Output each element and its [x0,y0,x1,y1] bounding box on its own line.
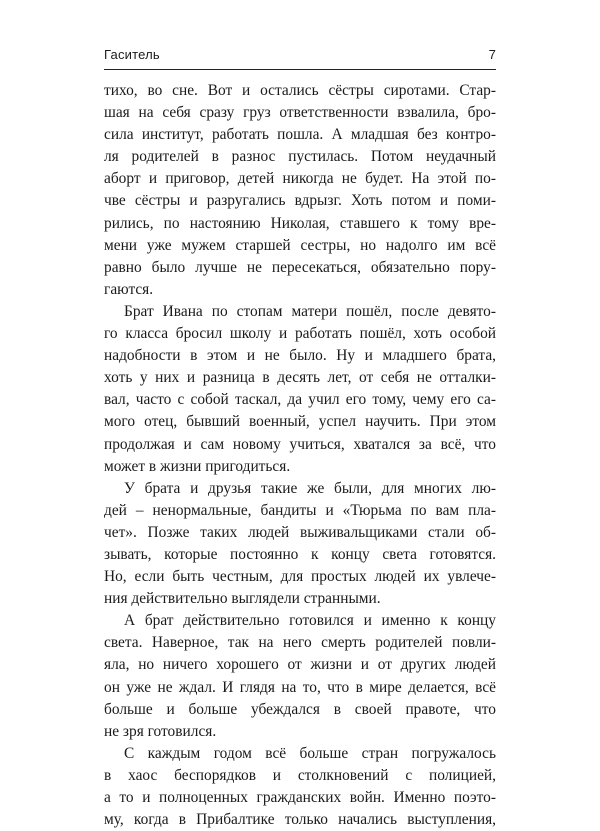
text-line: дей – ненормальные, бандиты и «Тюрьма по вам пла- [104,501,496,519]
text-line: гаются. [104,280,154,298]
text-line: яла, но ничего хорошего от жизни и от других людей [104,656,496,674]
paragraph [104,478,496,611]
text-line: У брата и друзья такие же были, для многих лю- [124,479,496,497]
text-line: не зря готовился. [104,722,217,740]
text-line: тихо, во сне. Вот и остались сёстры сиротами. Стар- [104,82,496,99]
running-head [104,46,496,64]
text-line: ля родителей в разнос пустилась. Потом неудачный [104,148,496,166]
text-line: продолжая и сам новому учиться, хватался за всё, что [104,435,496,453]
text-line: мени уже мужем старшей сестры, но надолго им всё [104,236,496,254]
text-line: вал, часто с собой таскал, да учил его тому, чему его са- [104,391,496,409]
text-line: аборт и приговор, детей никогда не будет. На этой по- [104,170,496,188]
body-text [104,80,496,831]
header-rule [104,69,496,70]
text-line: Но, если быть честным, для простых людей их увлече- [104,568,496,586]
text-line: зывать, которые постоянно к концу света готовятся. [104,545,496,563]
text-line: Брат Ивана по стопам матери пошёл, после девято- [124,302,496,320]
text-line: С каждым годом всё больше стран погружалось [124,744,496,762]
book-title: Гаситель [104,47,160,62]
text-line: чет». Позже таких людей выживальщиками стали об- [104,523,496,541]
text-line: рились, по настоянию Николая, ставшего к тому вре- [104,214,496,232]
text-line: А брат действительно готовился и именно к концу [124,612,496,630]
text-line: больше и больше убеждался в своей правоте, что [104,700,496,718]
text-line: чве сёстры и разругались вдрызг. Хоть потом и поми- [104,192,496,210]
text-line: равно было лучше не пересекаться, обязательно пору- [104,258,496,276]
text-line: а то и полноценных гражданских войн. Именно поэто- [104,789,496,806]
paragraph [104,301,496,478]
paragraph [104,610,496,743]
text-line: надобности в этом и не было. Ну и младшего брата, [104,347,496,365]
text-line: может в жизни пригодиться. [104,457,291,475]
paragraph [104,80,496,301]
page-number: 7 [488,47,496,62]
paragraph [104,743,496,831]
text-line: он уже не ждал. И глядя на то, что в мире делается, всё [104,678,496,696]
text-line: мого отец, бывший военный, успел научить. При этом [104,413,496,431]
text-line: шая на себя сразу груз ответственности взвалила, бро- [104,104,496,122]
text-line: го класса бросил школу и работать пошёл, хоть особой [104,325,496,343]
text-line: му, когда в Прибалтике только начались выступления, [104,811,496,829]
text-line: ния действительно выглядели странными. [104,590,381,608]
text-line: хоть у них и разница в десять лет, от себя не отталки- [104,369,496,387]
text-line: света. Наверное, так на него смерть родителей повли- [104,634,496,652]
text-line: сила институт, работать пошла. А младшая без контро- [104,126,496,144]
text-line: в хаос беспорядков и столкновений с полицией, [104,766,496,784]
